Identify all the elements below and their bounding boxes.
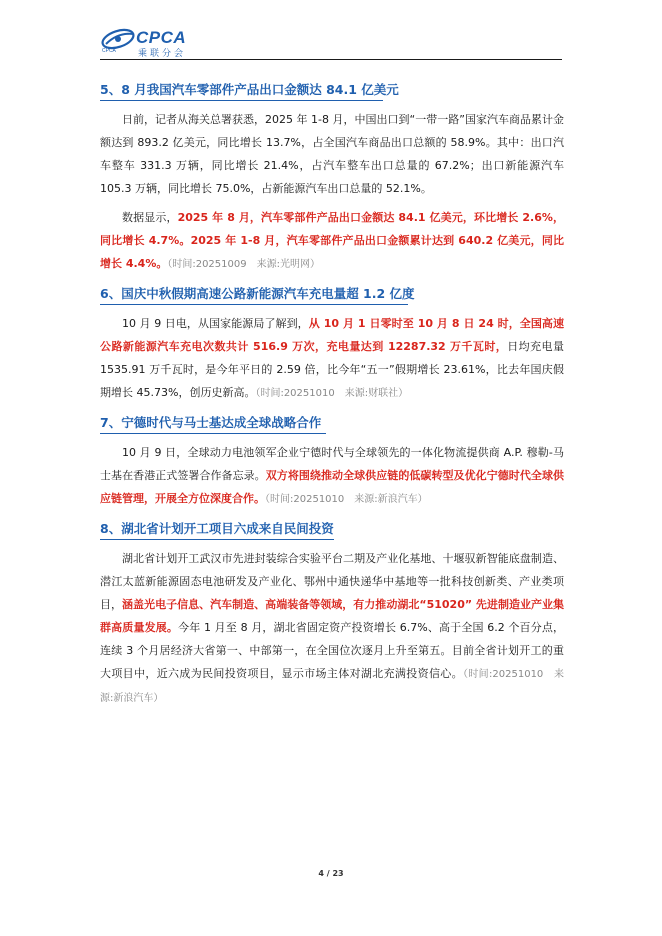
highlighted-text: 从 10 月 1 日零时至 10 月 8 日 24 时，全国高速公路新能源汽车充电次数共计 516.9 万次，充电量达到 12287.32 万千瓦时，	[100, 317, 565, 353]
news-section	[100, 413, 564, 511]
news-section	[100, 519, 564, 710]
section-title: 8、湖北省计划开工项目六成来自民间投资	[100, 519, 564, 541]
highlighted-text: 双方将围绕推动全球供应链的低碳转型及优化宁德时代全球供应链管理，开展全方位深度合作。	[100, 469, 565, 505]
source-note: （时间:20251010 来源:新浪汽车）	[265, 494, 428, 505]
article-body	[100, 80, 564, 710]
cpca-logo	[100, 26, 200, 59]
body-text: 10 月 9 日电，从国家能源局了解到，	[122, 317, 309, 330]
section-paragraph	[100, 312, 564, 405]
source-note: （时间:20251009 来源:光明网）	[167, 259, 320, 270]
header-divider	[100, 59, 562, 60]
section-paragraph	[100, 547, 564, 710]
logo-subtitle: 乘联分会	[138, 49, 187, 59]
section-paragraph	[100, 108, 564, 200]
section-paragraph	[100, 441, 564, 511]
body-text: 湖北省计划开工武汉市先进封装综合实验平台二期及产业化基地、十堰驭新智能底盘制造、潜江太蓝新能源固态电池研发及产业化、鄂州中通快递华中基地等一批科技创新类、产业类项目，	[100, 552, 564, 611]
logo-text: CPCA	[136, 28, 187, 47]
title-underline	[100, 433, 326, 434]
title-underline	[100, 304, 408, 305]
page-number: 4 / 23	[318, 869, 344, 878]
body-text: 10 月 9 日，全球动力电池领军企业宁德时代与全球领先的一体化物流提供商 A.P. 穆勒-马士基在香港正式签署合作备忘录。	[100, 446, 564, 482]
highlighted-text: 涵盖光电子信息、汽车制造、高端装备等领域，有力推动湖北“51020” 先进制造业产业集群高质量发展。	[100, 598, 565, 634]
body-text: 数据显示，	[122, 211, 178, 224]
news-section	[100, 80, 564, 276]
section-title: 5、8 月我国汽车零部件产品出口金额达 84.1 亿美元	[100, 80, 564, 102]
section-title: 7、宁德时代与马士基达成全球战略合作	[100, 413, 564, 435]
title-underline	[100, 539, 334, 540]
highlighted-text: 2025 年 8 月，汽车零部件产品出口金额达 84.1 亿美元，环比增长 2.6%，同比增长 4.7%。2025 年 1-8 月，汽车零部件产品出口金额累计达到 640.2 亿美元，同比增长 4.4%。	[100, 211, 564, 270]
news-section	[100, 284, 564, 405]
section-title: 6、国庆中秋假期高速公路新能源汽车充电量超 1.2 亿度	[100, 284, 564, 306]
section-paragraph	[100, 206, 564, 276]
logo-small-text: CPCA	[102, 48, 116, 54]
body-text: 日前，记者从海关总署获悉，2025 年 1-8 月，中国出口到“一带一路”国家汽车商品累计金额达到 893.2 亿美元，同比增长 13.7%，占全国汽车商品出口总额的 58.9%。其中：出口汽车整车 331.3 万辆，同比增长 21.4%，占汽车整车出口总量的 67.2%；出口新能源汽车 105.3 万辆，同比增长 75.0%，占新能源汽车出口总量的 52.1%。	[100, 113, 564, 195]
source-note: （时间:20251010 来源:新浪汽车）	[100, 669, 564, 704]
title-underline	[100, 100, 383, 101]
page-header	[100, 26, 562, 60]
source-note: （时间:20251010 来源:财联社）	[255, 388, 409, 399]
body-text: 今年 1 月至 8 月，湖北省固定资产投资增长 6.7%、高于全国 6.2 个百分点，连续 3 个月居经济大省第一、中部第一，在全国位次逐月上升至第五。目前全省计划开工的重大项目中，近六成为民间投资项目，显示市场主体对湖北充满投资信心。	[100, 621, 564, 680]
body-text: 日均充电量 1535.91 万千瓦时，是今年平日的 2.59 倍，比今年“五一”假期增长 23.61%，比去年国庆假期增长 45.73%，创历史新高。	[100, 340, 564, 399]
